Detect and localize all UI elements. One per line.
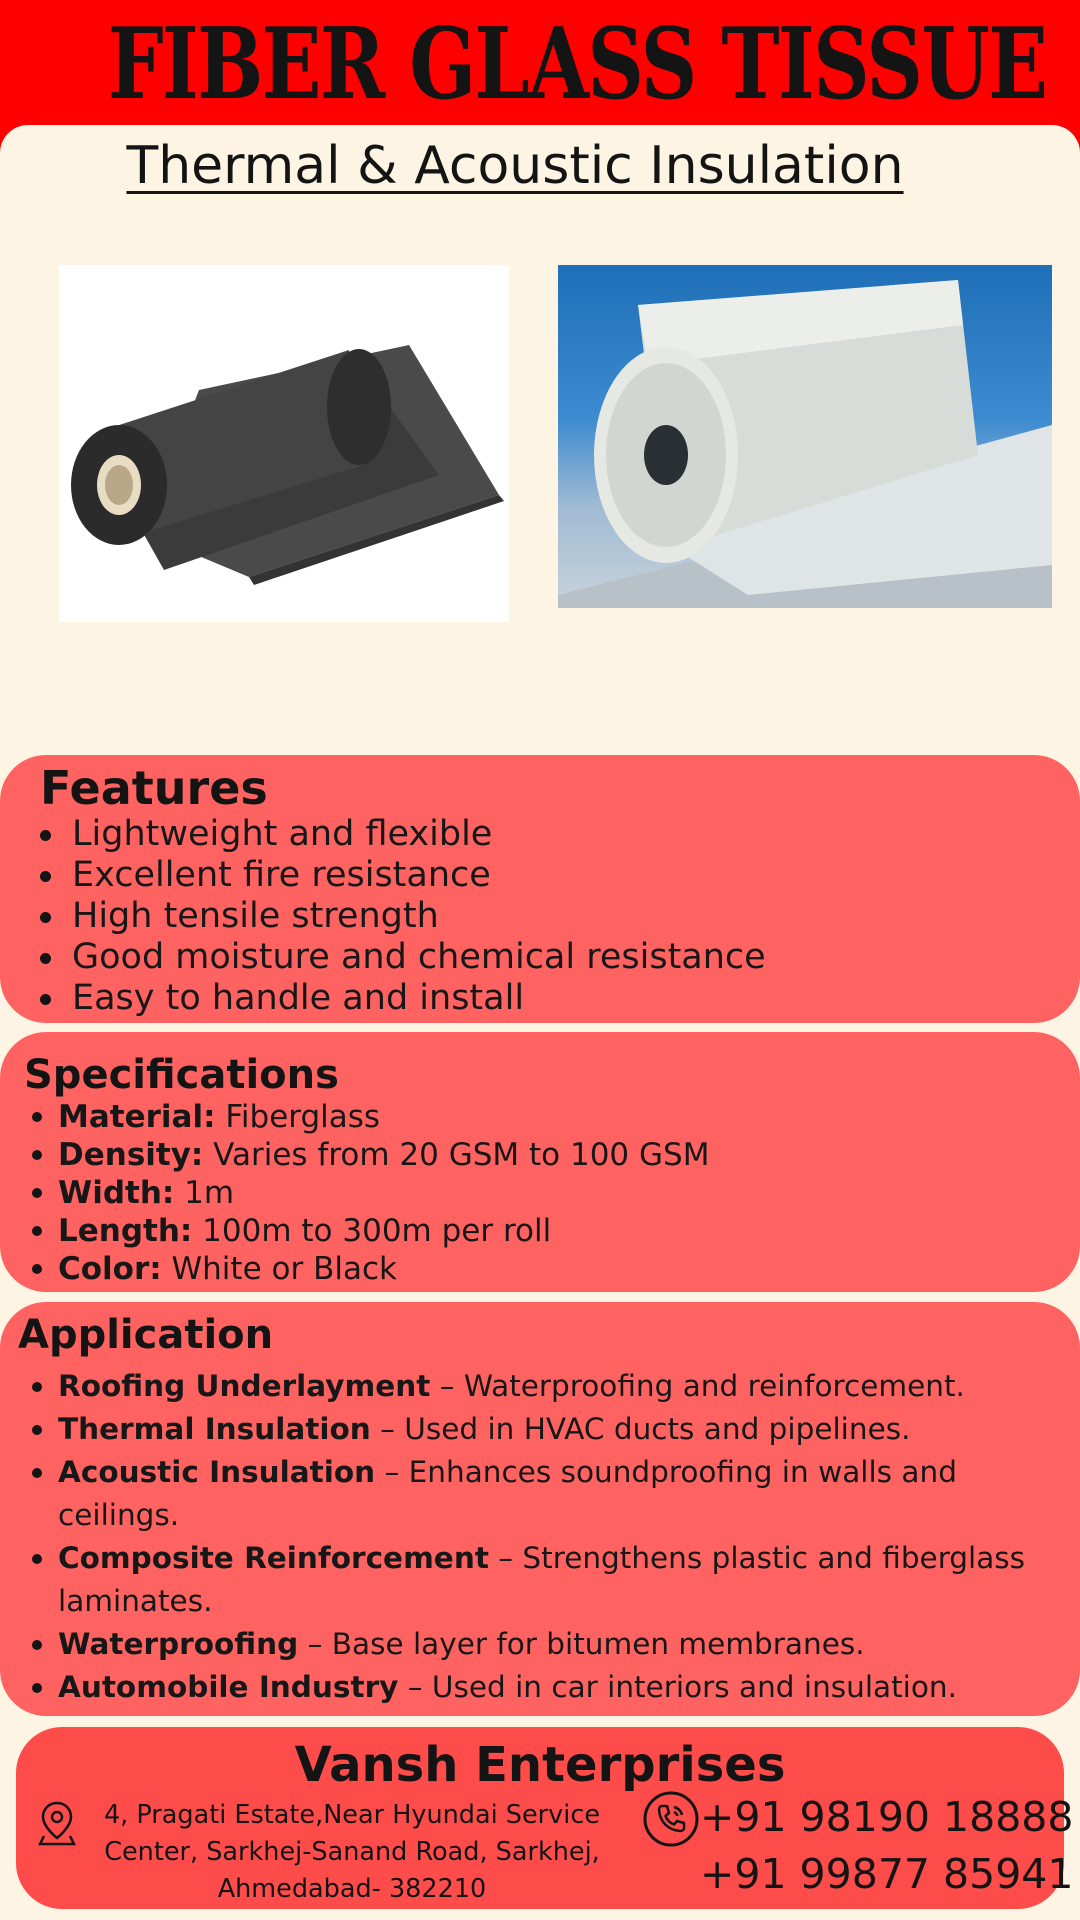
list-item bbox=[58, 1365, 1038, 1408]
phone-number-2[interactable]: +91 99877 85941 bbox=[700, 1850, 1074, 1898]
specifications-heading: Specifications bbox=[24, 1052, 339, 1098]
application-value: – Strengthens plastic and fiberglass laminates. bbox=[58, 1541, 1026, 1618]
application-label: Automobile Industry bbox=[58, 1670, 399, 1704]
features-heading: Features bbox=[40, 761, 268, 815]
list-item: Easy to handle and install bbox=[72, 978, 766, 1019]
specifications-list bbox=[58, 1098, 709, 1288]
spec-label: Length: bbox=[58, 1213, 193, 1249]
spec-value: 1m bbox=[174, 1175, 235, 1211]
list-item bbox=[58, 1623, 1038, 1666]
list-item: Excellent fire resistance bbox=[72, 855, 766, 896]
spec-label: Material: bbox=[58, 1099, 216, 1135]
company-address: 4, Pragati Estate,Near Hyundai Service Center, Sarkhej-Sanand Road, Sarkhej, Ahmedabad- 382210 bbox=[103, 1800, 601, 1904]
spec-value: Varies from 20 GSM to 100 GSM bbox=[203, 1137, 710, 1173]
spec-label: Width: bbox=[58, 1175, 175, 1211]
application-label: Thermal Insulation bbox=[58, 1412, 371, 1446]
application-value: – Waterproofing and reinforcement. bbox=[430, 1369, 965, 1403]
list-item bbox=[58, 1174, 709, 1212]
spec-value: White or Black bbox=[161, 1251, 397, 1287]
application-label: Waterproofing bbox=[58, 1627, 299, 1661]
white-roll-image bbox=[558, 265, 1052, 608]
black-roll-image bbox=[59, 265, 509, 622]
features-list bbox=[72, 814, 766, 1019]
list-item bbox=[58, 1212, 709, 1250]
company-name: Vansh Enterprises bbox=[294, 1737, 786, 1793]
list-item bbox=[58, 1451, 1038, 1537]
spec-value: Fiberglass bbox=[215, 1099, 381, 1135]
application-value: – Used in HVAC ducts and pipelines. bbox=[370, 1412, 911, 1446]
page-subtitle: Thermal & Acoustic Insulation bbox=[126, 136, 904, 196]
list-item: Good moisture and chemical resistance bbox=[72, 937, 766, 977]
application-label: Roofing Underlayment bbox=[58, 1369, 431, 1403]
application-value: – Base layer for bitumen membranes. bbox=[298, 1627, 865, 1661]
application-value: – Used in car interiors and insulation. bbox=[398, 1670, 958, 1704]
list-item bbox=[58, 1250, 709, 1288]
list-item bbox=[58, 1537, 1038, 1623]
application-heading: Application bbox=[18, 1312, 274, 1358]
spec-label: Color: bbox=[58, 1251, 162, 1287]
header-banner bbox=[0, 0, 1080, 130]
spec-value: 100m to 300m per roll bbox=[192, 1213, 552, 1249]
application-label: Acoustic Insulation bbox=[58, 1455, 376, 1489]
phone-number-1[interactable]: +91 98190 18888 bbox=[700, 1793, 1074, 1841]
list-item bbox=[58, 1098, 709, 1136]
application-list bbox=[58, 1365, 1038, 1709]
application-label: Composite Reinforcement bbox=[58, 1541, 489, 1575]
list-item bbox=[58, 1666, 1038, 1709]
application-value: – Enhances soundproofing in walls and ceilings. bbox=[58, 1455, 957, 1532]
spec-label: Density: bbox=[58, 1137, 204, 1173]
list-item bbox=[58, 1408, 1038, 1451]
list-item: Lightweight and flexible bbox=[72, 814, 766, 855]
map-pin-icon bbox=[38, 1800, 76, 1846]
list-item: High tensile strength bbox=[72, 896, 766, 937]
page-title: FIBER GLASS TISSUE bbox=[108, 7, 1047, 122]
phone-icon bbox=[642, 1790, 700, 1848]
list-item bbox=[58, 1136, 709, 1174]
